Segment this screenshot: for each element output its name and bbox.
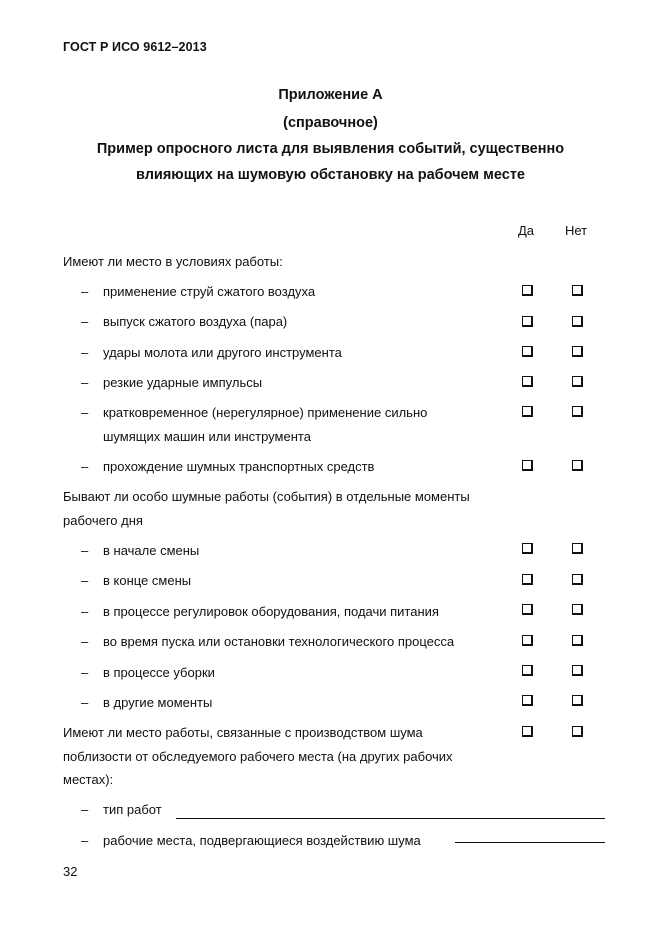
page-number: 32 <box>63 864 78 879</box>
item-label: прохождение шумных транспортных средств <box>103 459 375 474</box>
work-type-fill-line[interactable] <box>176 818 605 819</box>
item-label: удары молота или другого инструмента <box>103 345 342 360</box>
yes-checkbox[interactable] <box>522 543 533 554</box>
column-yes-header: Да <box>518 223 535 238</box>
no-checkbox[interactable] <box>572 460 583 471</box>
no-checkbox[interactable] <box>572 726 583 737</box>
yes-checkbox[interactable] <box>522 285 533 296</box>
item-label: кратковременное (нерегулярное) применение сильно <box>103 405 428 420</box>
field-label-work-type: тип работ <box>103 802 162 817</box>
list-dash: – <box>81 375 89 390</box>
question-working-conditions: Имеют ли место в условиях работы: <box>63 254 283 269</box>
question-nearby-work-line1: Имеют ли место работы, связанные с производством шума <box>63 725 423 740</box>
yes-checkbox[interactable] <box>522 316 533 327</box>
no-checkbox[interactable] <box>572 316 583 327</box>
list-dash: – <box>81 802 89 817</box>
list-dash: – <box>81 604 89 619</box>
list-dash: – <box>81 665 89 680</box>
list-dash: – <box>81 314 89 329</box>
item-label: в другие моменты <box>103 695 213 710</box>
question-noisy-moments-line1: Бывают ли особо шумные работы (события) в отдельные моменты <box>63 489 470 504</box>
no-checkbox[interactable] <box>572 285 583 296</box>
appendix-heading-line1: Пример опросного листа для выявления событий, существенно <box>96 141 565 157</box>
question-nearby-work-line2: поблизости от обследуемого рабочего места (на других рабочих <box>63 749 453 764</box>
item-label: в процессе регулировок оборудования, подачи питания <box>103 604 439 619</box>
list-dash: – <box>81 573 89 588</box>
yes-checkbox[interactable] <box>522 695 533 706</box>
yes-checkbox[interactable] <box>522 574 533 585</box>
affected-workplaces-fill-line[interactable] <box>455 842 605 843</box>
item-label: выпуск сжатого воздуха (пара) <box>103 314 288 329</box>
list-dash: – <box>81 459 89 474</box>
yes-checkbox[interactable] <box>522 346 533 357</box>
list-dash: – <box>81 345 89 360</box>
list-dash: – <box>81 284 89 299</box>
item-label: во время пуска или остановки технологического процесса <box>103 634 455 649</box>
no-checkbox[interactable] <box>572 695 583 706</box>
list-dash: – <box>81 634 89 649</box>
yes-checkbox[interactable] <box>522 376 533 387</box>
appendix-heading-line2: влияющих на шумовую обстановку на рабочем месте <box>136 167 525 183</box>
appendix-note: (справочное) <box>283 115 378 131</box>
item-label: применение струй сжатого воздуха <box>103 284 316 299</box>
yes-checkbox[interactable] <box>522 726 533 737</box>
list-dash: – <box>81 405 89 420</box>
yes-checkbox[interactable] <box>522 665 533 676</box>
list-dash: – <box>81 833 89 848</box>
field-label-affected-workplaces: рабочие места, подвергающиеся воздействию шума <box>103 833 421 848</box>
no-checkbox[interactable] <box>572 346 583 357</box>
item-label: резкие ударные импульсы <box>103 375 263 390</box>
no-checkbox[interactable] <box>572 543 583 554</box>
item-label: в начале смены <box>103 543 200 558</box>
list-dash: – <box>81 543 89 558</box>
yes-checkbox[interactable] <box>522 460 533 471</box>
standard-code: ГОСТ Р ИСО 9612–2013 <box>63 40 207 54</box>
item-label: в процессе уборки <box>103 665 215 680</box>
column-no-header: Нет <box>565 223 588 238</box>
no-checkbox[interactable] <box>572 376 583 387</box>
yes-checkbox[interactable] <box>522 406 533 417</box>
no-checkbox[interactable] <box>572 574 583 585</box>
yes-checkbox[interactable] <box>522 604 533 615</box>
no-checkbox[interactable] <box>572 635 583 646</box>
item-label-continuation: шумящих машин или инструмента <box>103 429 311 444</box>
no-checkbox[interactable] <box>572 406 583 417</box>
list-dash: – <box>81 695 89 710</box>
question-nearby-work-line3: местах): <box>63 772 114 787</box>
item-label: в конце смены <box>103 573 192 588</box>
question-noisy-moments-line2: рабочего дня <box>63 513 143 528</box>
appendix-title: Приложение А <box>278 87 383 103</box>
no-checkbox[interactable] <box>572 665 583 676</box>
no-checkbox[interactable] <box>572 604 583 615</box>
yes-checkbox[interactable] <box>522 635 533 646</box>
